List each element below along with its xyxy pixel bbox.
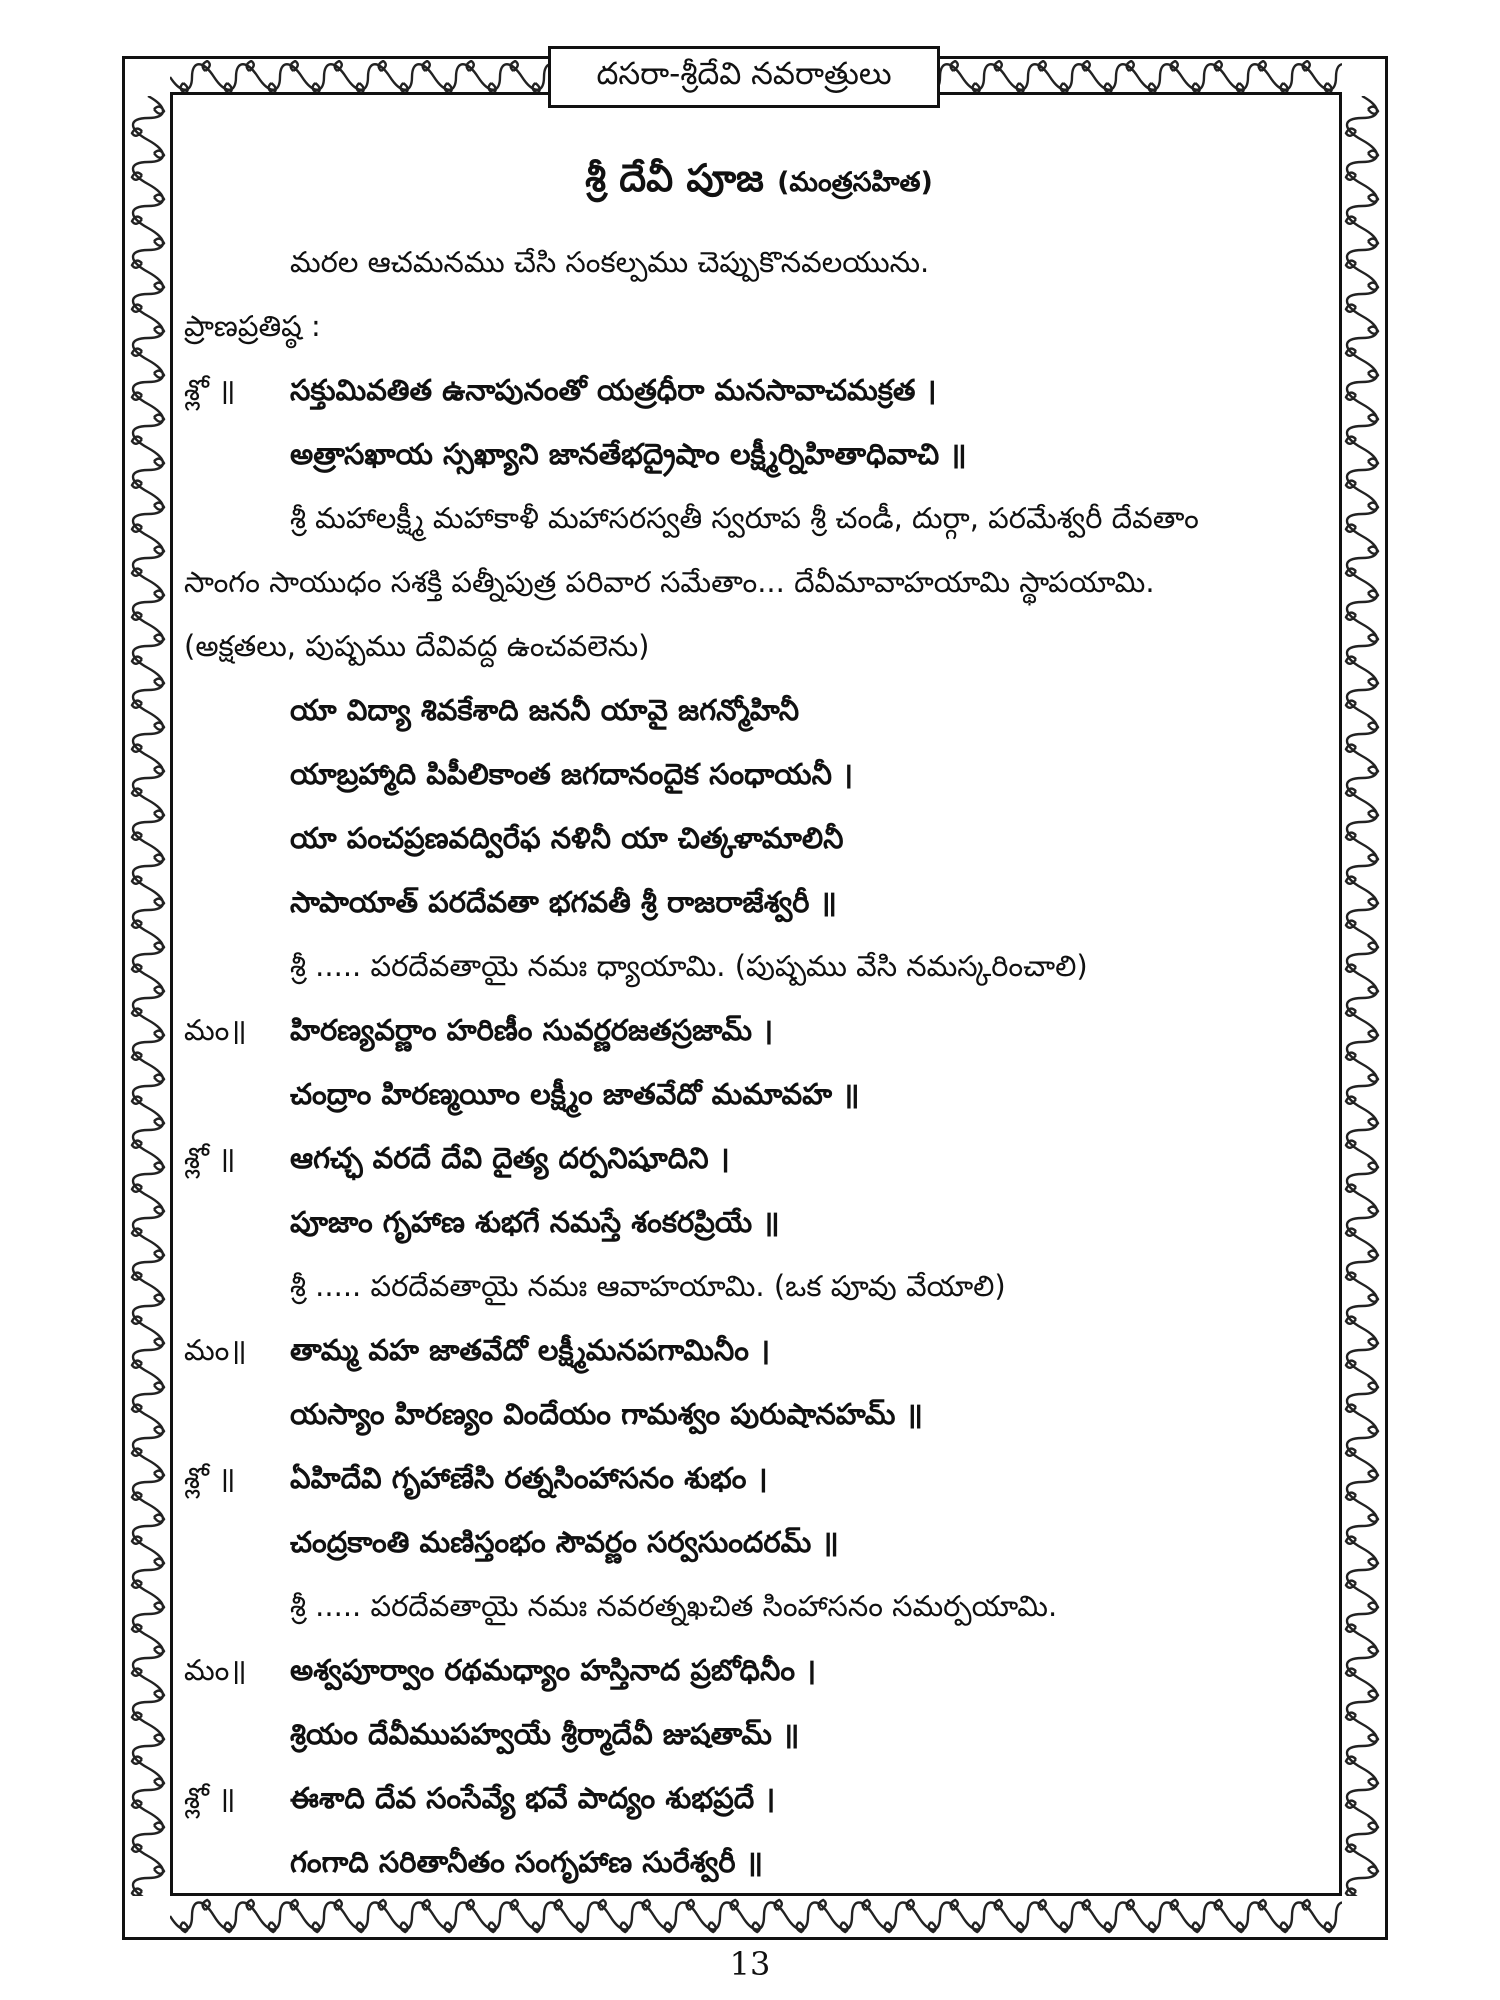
text-line xyxy=(184,1510,1334,1574)
line-text: శ్రీ ..... పరదేవతాయై నమః ధ్యాయామి. (పుష్పము వేసి నమస్కరించాలి) xyxy=(290,949,1088,983)
line-text: పూజాం గృహాణ శుభగే నమస్తే శంకరప్రియే ॥ xyxy=(290,1205,780,1239)
verse-marker: మం॥ xyxy=(184,1333,247,1367)
line-text: శ్రియం దేవీముపహ్వయే శ్రీర్మాదేవీ జుషతామ్ ॥ xyxy=(290,1717,800,1751)
text-line xyxy=(184,1382,1334,1446)
line-text: యా పంచప్రణవద్విరేఫ నళినీ యా చిత్కళామాలినీ xyxy=(290,821,844,855)
verse-marker: శ్లో ॥ xyxy=(184,1461,236,1495)
line-text: ఈశాది దేవ సంసేవ్యే భవే పాద్యం శుభప్రదే । xyxy=(290,1781,776,1815)
line-text: శ్రీ ..... పరదేవతాయై నమః ఆవాహయామి. (ఒక పూవు వేయాలి) xyxy=(290,1269,1006,1303)
text-line xyxy=(184,742,1334,806)
verse-marker: శ్లో ॥ xyxy=(184,1141,236,1175)
text-line xyxy=(184,1190,1334,1254)
line-text: ఏహిదేవి గృహాణేసి రత్నసింహాసనం శుభం । xyxy=(290,1461,768,1495)
verse-marker: శ్లో ॥ xyxy=(184,373,236,407)
running-header-title: దసరా-శ్రీదేవి నవరాత్రులు xyxy=(596,55,892,92)
text-line xyxy=(184,422,1334,486)
page-title xyxy=(184,148,1334,208)
verse-marker: శ్లో ॥ xyxy=(184,1781,236,1815)
text-line xyxy=(184,1062,1334,1126)
text-line xyxy=(184,1126,1334,1190)
text-line xyxy=(184,358,1334,422)
text-line xyxy=(184,1766,1334,1830)
verse-marker: మం॥ xyxy=(184,1013,247,1047)
text-line xyxy=(184,998,1334,1062)
text-line xyxy=(184,1446,1334,1510)
line-text: సాంగం సాయుధం సశక్తి పత్నీపుత్ర పరివార సమేతాం... దేవీమావాహయామి స్థాపయామి. xyxy=(184,565,1155,599)
line-text: (అక్షతలు, పుష్పము దేవివద్ద ఉంచవలెను) xyxy=(184,629,650,663)
text-line xyxy=(184,1318,1334,1382)
text-line xyxy=(184,806,1334,870)
text-line xyxy=(184,550,1334,614)
text-line xyxy=(184,934,1334,998)
line-text: యాబ్రహ్మాది పిపీలికాంత జగదానందైక సంధాయనీ । xyxy=(290,757,854,791)
line-text: యా విద్యా శివకేశాది జననీ యావై జగన్మోహినీ xyxy=(290,693,800,727)
page-number: 13 xyxy=(729,1945,771,1983)
line-text: సక్తుమివతిత ఉనాపునంతో యత్రధీరా మనసావాచమక్రత । xyxy=(290,373,937,407)
line-text: అశ్వపూర్వాం రథమధ్యాం హస్తినాద ప్రబోధినీం । xyxy=(290,1653,817,1687)
text-line xyxy=(184,1574,1334,1638)
text-line xyxy=(184,230,1334,294)
line-text: హిరణ్యవర్ణాం హరిణీం సువర్ణరజతస్రజామ్ । xyxy=(290,1013,774,1047)
text-line xyxy=(184,870,1334,934)
text-line xyxy=(184,1638,1334,1702)
text-line xyxy=(184,1254,1334,1318)
line-text: తామ్మ వహ జాతవేదో లక్ష్మీమనపగామినీం । xyxy=(290,1333,771,1367)
line-text: శ్రీ ..... పరదేవతాయై నమః నవరత్నఖచిత సింహాసనం సమర్పయామి. xyxy=(290,1589,1058,1623)
text-line xyxy=(184,1830,1334,1894)
line-text: చంద్రకాంతి మణిస్తంభం సౌవర్ణం సర్వసుందరమ్ ॥ xyxy=(290,1525,839,1559)
text-lines xyxy=(184,230,1334,1894)
line-text: ఆగచ్ఛ వరదే దేవి దైత్య దర్పనిషూదిని । xyxy=(290,1141,730,1175)
line-text: యస్యాం హిరణ్యం విందేయం గామశ్వం పురుషానహమ్ ॥ xyxy=(290,1397,923,1431)
running-header xyxy=(548,46,940,108)
verse-marker: మం॥ xyxy=(184,1653,247,1687)
page-title-sub: (మంత్రసహిత) xyxy=(777,167,933,198)
line-text: చంద్రాం హిరణ్మయీం లక్ష్మీం జాతవేదో మమావహ ॥ xyxy=(290,1077,860,1111)
right-vine-border-ornament xyxy=(1342,96,1382,1896)
left-vine-border-ornament xyxy=(128,96,168,1896)
text-line xyxy=(184,1702,1334,1766)
page-title-main: శ్రీ దేవీ పూజ xyxy=(585,156,764,200)
text-line xyxy=(184,294,1334,358)
line-text: ప్రాణప్రతిష్ఠ : xyxy=(184,309,321,343)
document-body xyxy=(184,148,1334,1894)
text-line xyxy=(184,614,1334,678)
line-text: శ్రీ మహాలక్ష్మీ మహాకాళీ మహాసరస్వతీ స్వరూప శ్రీ చండీ, దుర్గా, పరమేశ్వరీ దేవతాం xyxy=(290,501,1199,535)
line-text: గంగాది సరితానీతం సంగృహాణ సురేశ్వరీ ॥ xyxy=(290,1845,764,1879)
bottom-vine-border-ornament xyxy=(170,1898,1342,1934)
line-text: సాపాయాత్ పరదేవతా భగవతీ శ్రీ రాజరాజేశ్వరీ ॥ xyxy=(290,885,837,919)
line-text: అత్రాసఖాయ స్సఖ్యాని జానతేభద్రైషాం లక్ష్మీర్నిహితాధివాచి ॥ xyxy=(290,437,967,471)
text-line xyxy=(184,486,1334,550)
text-line xyxy=(184,678,1334,742)
line-text: మరల ఆచమనము చేసి సంకల్పము చెప్పుకొనవలయును. xyxy=(290,245,930,279)
